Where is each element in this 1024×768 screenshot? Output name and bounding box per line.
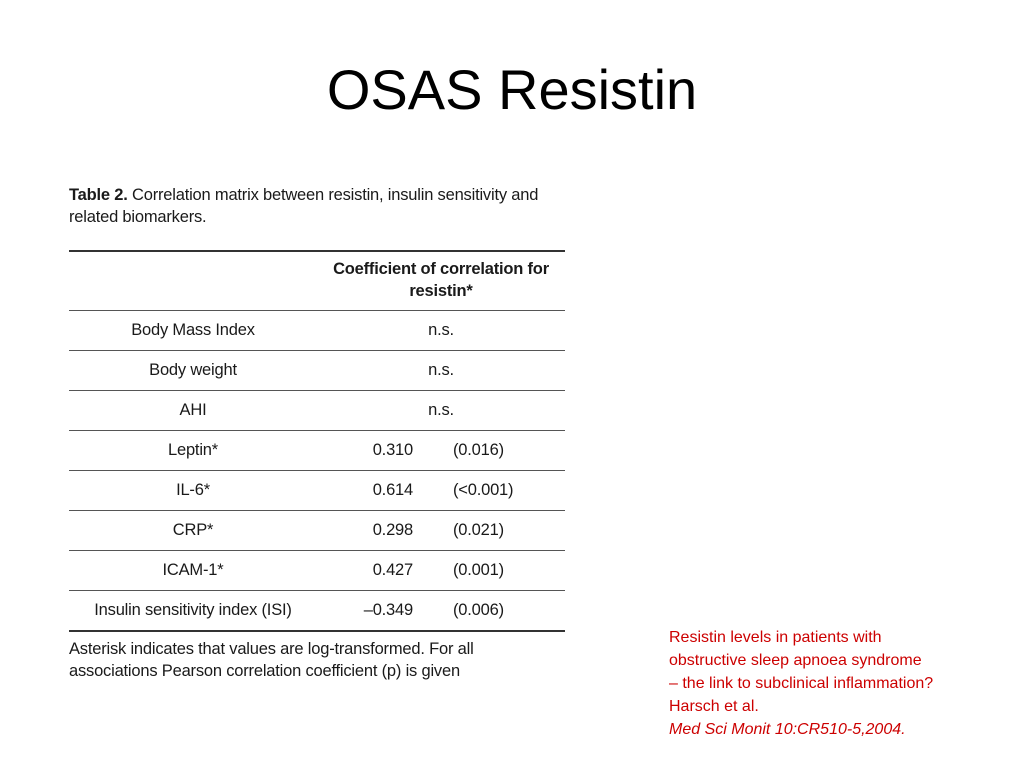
row-value: n.s. — [317, 391, 565, 431]
table-row — [69, 591, 565, 632]
citation-block — [669, 626, 1009, 741]
correlation-table — [69, 250, 565, 632]
citation-reference: Med Sci Monit 10:CR510-5,2004. — [669, 721, 906, 738]
row-p-value: (0.006) — [433, 591, 565, 632]
header-empty-cell — [69, 251, 317, 311]
row-coefficient: 0.298 — [317, 511, 433, 551]
table-row — [69, 431, 565, 471]
table-caption-label: Table 2. — [69, 186, 128, 204]
row-label: Body Mass Index — [69, 311, 317, 351]
row-coefficient: 0.614 — [317, 471, 433, 511]
table-footnote: Asterisk indicates that values are log-transformed. For all associations Pearson correlation coefficient (p) is given — [69, 640, 474, 680]
row-label: AHI — [69, 391, 317, 431]
row-label: Insulin sensitivity index (ISI) — [69, 591, 317, 632]
row-p-value: (0.001) — [433, 551, 565, 591]
row-value: n.s. — [317, 351, 565, 391]
table-figure — [69, 184, 565, 699]
row-label: ICAM-1* — [69, 551, 317, 591]
row-label: CRP* — [69, 511, 317, 551]
table-row — [69, 391, 565, 431]
row-label: IL-6* — [69, 471, 317, 511]
table-row — [69, 471, 565, 511]
row-p-value: (<0.001) — [433, 471, 565, 511]
citation-line: obstructive sleep apnoea syndrome — [669, 652, 922, 669]
slide-title: OSAS Resistin — [326, 58, 698, 121]
table-header-row — [69, 251, 565, 311]
citation-authors: Harsch et al. — [669, 698, 759, 715]
row-value: n.s. — [317, 311, 565, 351]
table-row — [69, 511, 565, 551]
header-coefficient: Coefficient of correlation for resistin* — [333, 260, 549, 300]
table-caption-text: Correlation matrix between resistin, insulin sensitivity and related biomarkers. — [69, 186, 539, 226]
table-caption — [69, 184, 565, 228]
row-coefficient: 0.427 — [317, 551, 433, 591]
row-label: Body weight — [69, 351, 317, 391]
table-row — [69, 351, 565, 391]
table-row — [69, 311, 565, 351]
citation-line: Resistin levels in patients with — [669, 629, 882, 646]
table-row — [69, 551, 565, 591]
row-coefficient: 0.310 — [317, 431, 433, 471]
row-p-value: (0.016) — [433, 431, 565, 471]
row-p-value: (0.021) — [433, 511, 565, 551]
row-label: Leptin* — [69, 431, 317, 471]
row-coefficient: –0.349 — [317, 591, 433, 632]
citation-line: – the link to subclinical inflammation? — [669, 675, 934, 692]
